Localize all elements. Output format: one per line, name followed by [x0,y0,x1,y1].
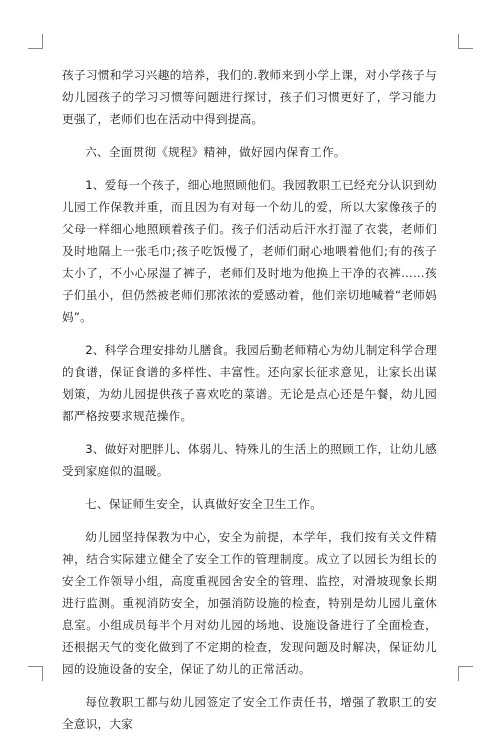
crop-mark-top-right [458,34,473,49]
section-heading-six: 六、全面贯彻《规程》精神，做好园内保育工作。 [85,145,346,159]
paragraph-safety-responsibility: 每位教职工都与幼儿园签定了安全工作责任书，增强了教职工的安全意识，大家 [62,695,437,731]
document-body [62,64,437,745]
paragraph-continued: 孩子习惯和学习兴趣的培养，我们的.教师来到小学上课，对小学孩子与幼儿园孩子的学习习惯等问题进行探讨，孩子们习惯更好了，学习能力更强了，老师们也在活动中得到提高。 [62,68,437,126]
paragraph-item-3: 3、做好对肥胖儿、体弱儿、特殊儿的生活上的照顾工作，让幼儿感受到家庭似的温暖。 [62,442,437,478]
crop-mark-top-left [28,34,43,49]
paragraph-safety-system: 幼儿园坚持保教为中心，安全为前提，本学年，我们按有关文件精神，结合实际建立健全了安全工作的管理制度。成立了以园长为组长的安全工作领导小组，高度重视园舍安全的管理、监控，对滑坡现象长期进行监测。重视消防安全，加强消防设施的检查，特别是幼儿园儿童休息室。小组成员每半个月对幼儿园的场地、设施设备进行了全面检查，还根据天气的变化做到了不定期的检查，发现问题及时解决，保证幼儿园的设施设备的安全，保证了幼儿的正常活动。 [62,530,437,676]
section-heading-seven: 七、保证师生安全，认真做好安全卫生工作。 [85,497,323,511]
crop-mark-bottom-right [458,666,473,681]
crop-mark-bottom-left [28,666,43,681]
paragraph-item-1: 1、爱每一个孩子，细心地照顾他们。我园教职工已经充分认识到幼儿园工作保教并重，而且因为有对每一个幼儿的爱，所以大家像孩子的父母一样细心地照顾着孩子们。孩子们活动后汗水打湿了衣裳，老师们及时地隔上一张毛巾;孩子吃饭慢了，老师们耐心地喂着他们;有的孩子太小了，不小心尿湿了裤子，老师们及时地为他换上干净的衣裤……孩子们虽小，但仍然被老师们那浓浓的爱感动着，他们亲切地喊着“老师妈妈”。 [62,178,437,324]
paragraph-item-2: 2、科学合理安排幼儿膳食。我园后勤老师精心为幼儿制定科学合理的食谱，保证食谱的多样性、丰富性。还向家长征求意见，让家长出谋划策，为幼儿园提供孩子喜欢吃的菜谱。无论是点心还是午餐，幼儿园都严格按要求规范操作。 [62,343,437,423]
